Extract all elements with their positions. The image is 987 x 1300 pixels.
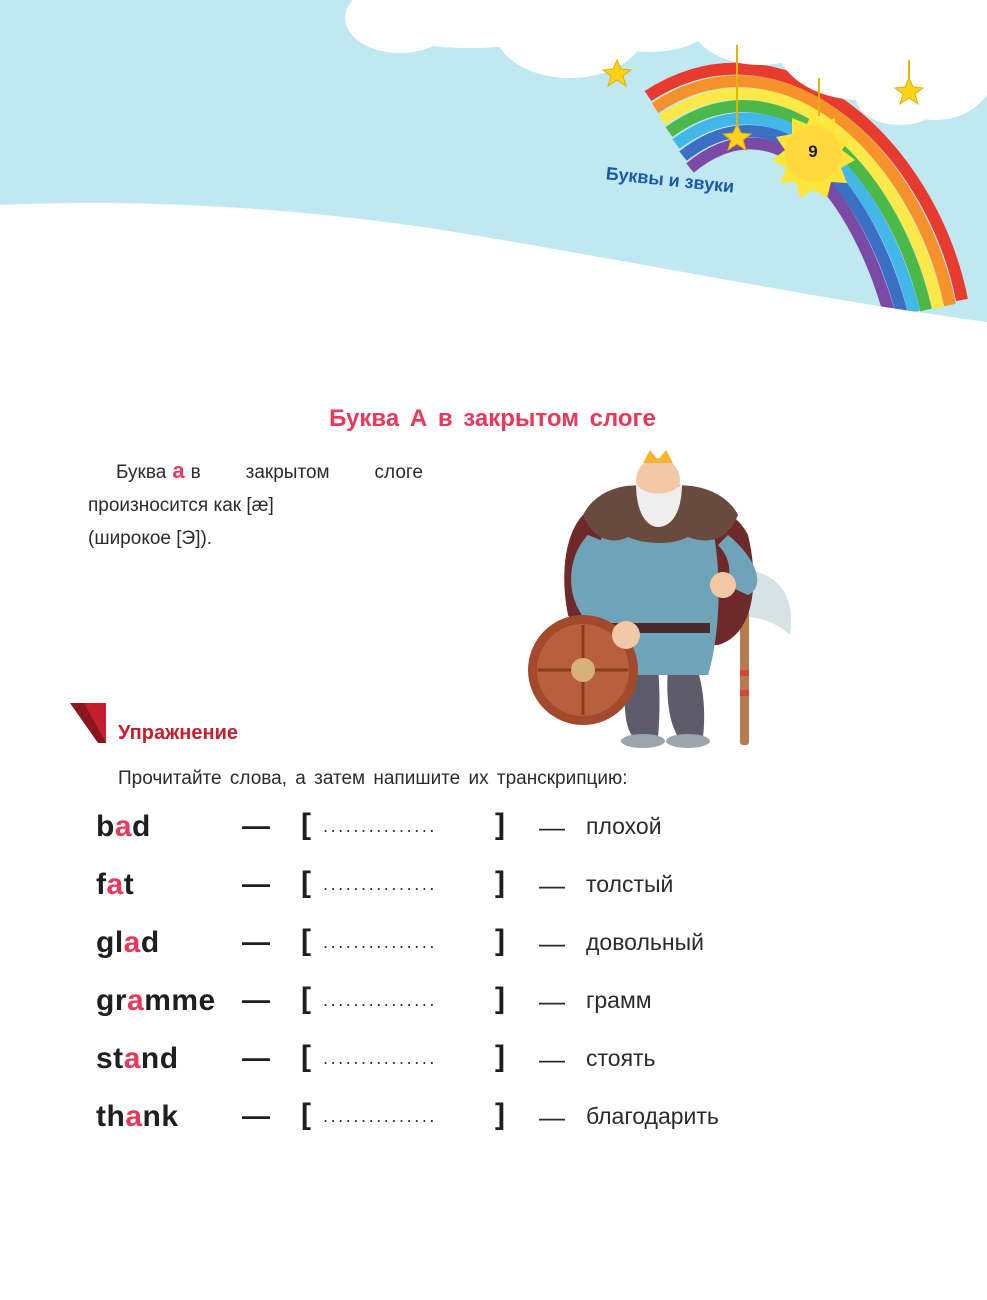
translation: довольный [586,929,704,955]
highlighted-vowel: a [114,810,133,843]
page-number: 9 [808,142,818,161]
rule-line2: произносится как [æ] [88,495,274,516]
english-word: fat [96,868,135,901]
exercise-title: Упражнение [118,722,238,744]
translation: благодарить [586,1103,719,1129]
dash: — [242,984,270,1015]
word-row: bad — [ ............... ] — плохой [96,808,662,843]
dash: — [242,1042,270,1073]
dash: — [539,928,565,958]
dash: — [242,810,270,841]
english-word: stand [96,1042,179,1075]
highlighted-vowel: a [125,1100,143,1133]
word-row: gramme — [ ............... ] — грамм [96,982,652,1017]
dash: — [242,1100,270,1131]
word-row: glad — [ ............... ] — довольный [96,924,704,959]
header-illustration [0,0,987,330]
word-row: fat — [ ............... ] — толстый [96,866,674,901]
dash: — [539,1102,565,1132]
dash: — [242,926,270,957]
english-word: gramme [96,984,216,1017]
translation: плохой [586,813,662,839]
translation: толстый [586,871,674,897]
king-illustration [528,445,800,750]
rule-line3: (широкое [Э]). [88,528,213,549]
exercise-instruction: Прочитайте слова, а затем напишите их транскрипцию: [118,768,628,789]
translation: грамм [586,987,652,1013]
rule-letter: a [172,458,185,483]
dash: — [539,870,565,900]
highlighted-vowel: a [106,868,124,901]
section-label: Буквы и звуки [604,163,736,197]
dash: — [539,1044,565,1074]
dash: — [539,986,565,1016]
rule-text [88,454,423,555]
word-row: stand — [ ............... ] — стоять [96,1040,656,1075]
english-word: bad [96,810,151,843]
rule-text-part2: в закрытом слоге [190,462,423,483]
highlighted-vowel: a [123,1042,141,1075]
highlighted-vowel: a [127,984,145,1017]
translation: стоять [586,1045,656,1071]
dash: — [242,868,270,899]
dash: — [539,812,565,842]
rule-title: Буква А в закрытом слоге [329,405,656,432]
english-word: thank [96,1100,179,1133]
english-word: glad [96,926,160,959]
highlighted-vowel: a [123,926,141,959]
exercise-marker-icon [70,703,106,743]
rule-text-part1: Буква [116,462,167,483]
word-row: thank — [ ............... ] — благодарить [96,1098,719,1133]
